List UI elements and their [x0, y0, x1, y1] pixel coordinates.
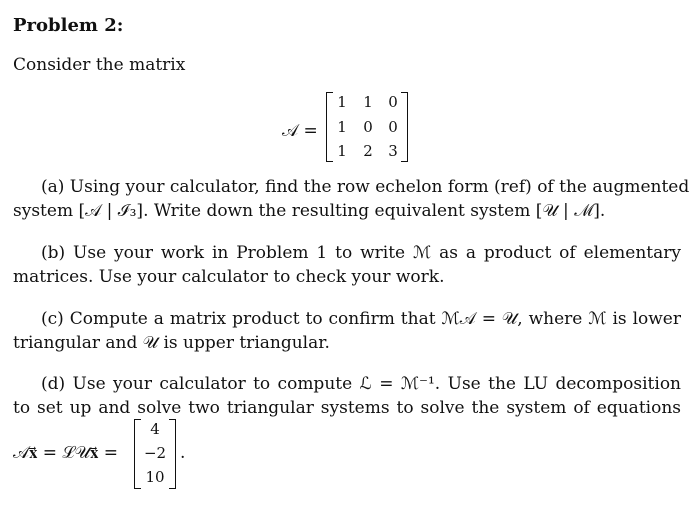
part-d	[13, 372, 681, 420]
matrix-cell: 0	[388, 118, 398, 136]
part-a-line-2: system [𝒜 | ℐ₃]. Write down the resulting equivalent system [𝒰 | ℳ].	[13, 201, 606, 221]
matrix-label: 𝒜 =	[282, 121, 318, 141]
vector-cell: −2	[143, 444, 167, 462]
part-a	[13, 175, 690, 223]
part-b-line-2: matrices. Use your calculator to check your work.	[13, 267, 445, 287]
matrix-cell: 1	[363, 93, 373, 111]
part-c	[13, 307, 681, 355]
vector-cell: 10	[145, 468, 165, 486]
matrix-cell: 1	[337, 93, 347, 111]
matrix-right-bracket	[401, 92, 408, 162]
equation-period: .	[180, 443, 186, 463]
matrix-cell: 0	[363, 118, 373, 136]
matrix-cell: 3	[388, 142, 398, 160]
matrix-cell: 1	[337, 142, 347, 160]
problem-heading: Problem 2:	[13, 15, 124, 36]
part-d-line-1: (d) Use your calculator to compute ℒ = ℳ⁻¹. Use the LU decomposition	[41, 374, 681, 394]
intro-text: Consider the matrix	[13, 55, 186, 75]
vector-right-bracket	[169, 419, 176, 489]
matrix-cell: 1	[337, 118, 347, 136]
vector-cell: 4	[150, 420, 160, 438]
matrix-cell: 2	[363, 142, 373, 160]
part-c-line-1: (c) Compute a matrix product to confirm that ℳ𝒜 = 𝒰, where ℳ is lower	[41, 309, 681, 329]
part-b	[13, 241, 681, 289]
part-b-line-1: (b) Use your work in Problem 1 to write ℳ as a product of elementary	[41, 243, 681, 263]
equation-lhs: 𝒜𝐱⃗ = ℒ𝒰𝐱⃗ =	[13, 443, 118, 463]
vector-left-bracket	[134, 419, 141, 489]
matrix-cell: 0	[388, 93, 398, 111]
part-a-line-1: (a) Using your calculator, find the row echelon form (ref) of the augmented	[41, 177, 690, 197]
part-d-line-2: to set up and solve two triangular systems to solve the system of equations	[13, 398, 681, 418]
matrix-left-bracket	[326, 92, 333, 162]
part-c-line-2: triangular and 𝒰 is upper triangular.	[13, 333, 330, 353]
